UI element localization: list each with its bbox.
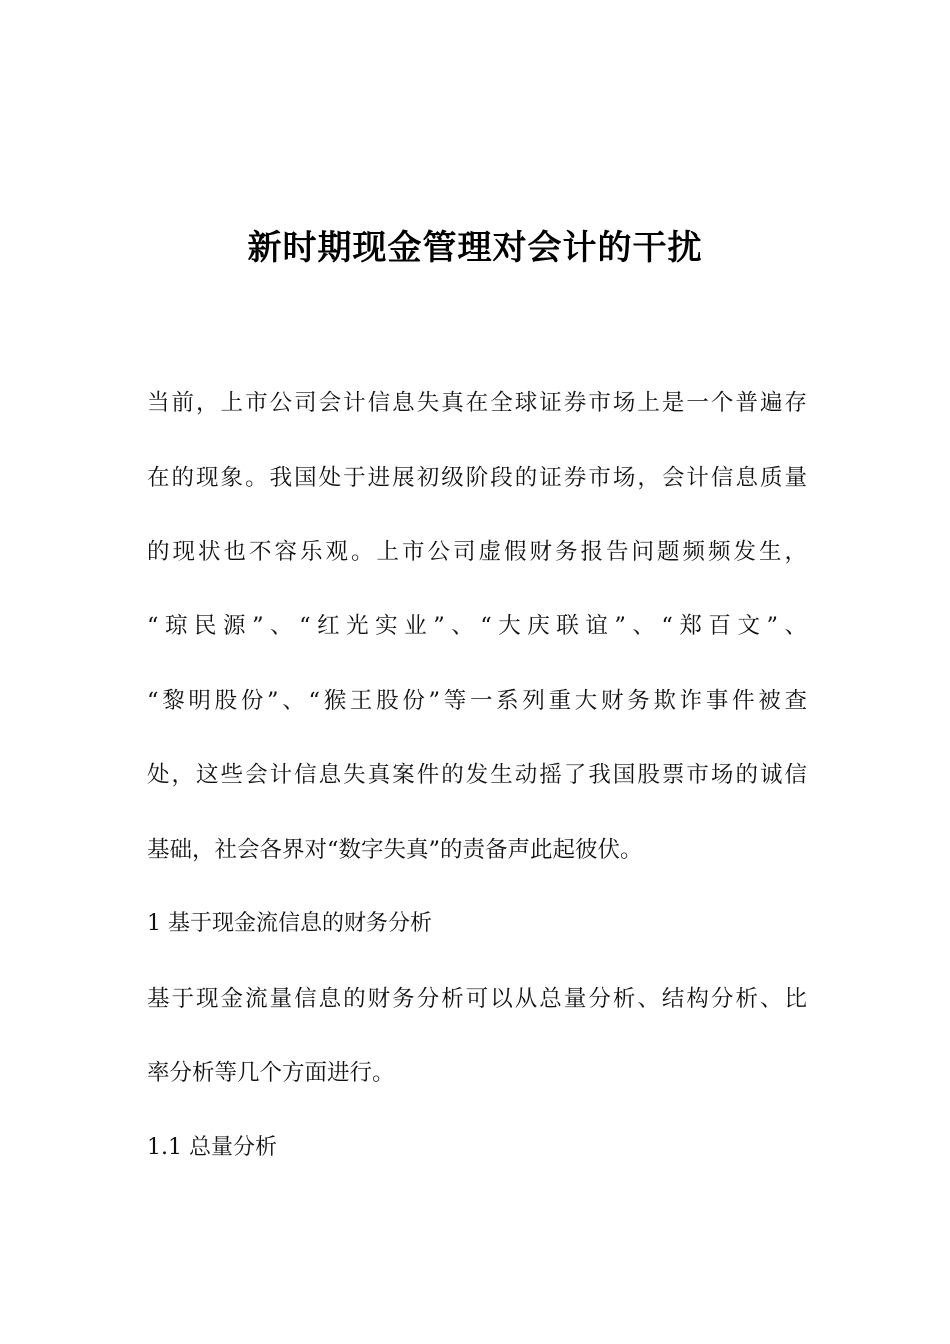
section-heading: 1 基于现金流信息的财务分析 bbox=[147, 911, 432, 936]
paragraph-line: 处，这些会计信息失真案件的发生动摇了我国股票市场的诚信 bbox=[147, 762, 807, 788]
paragraph-line: 率分析等几个方面进行。 bbox=[147, 1060, 395, 1086]
paragraph-line: 当前，上市公司会计信息失真在全球证券市场上是一个普遍存 bbox=[147, 390, 807, 416]
document-title: 新时期现金管理对会计的干扰 bbox=[247, 228, 703, 268]
paragraph-line: “琼民源”、“红光实业”、“大庆联谊”、“郑百文”、 bbox=[147, 613, 807, 639]
paragraph-line: 基于现金流量信息的财务分析可以从总量分析、结构分析、比 bbox=[147, 986, 807, 1012]
paragraph-line: 的现状也不容乐观。上市公司虚假财务报告问题频频发生， bbox=[147, 539, 807, 565]
subsection-heading: 1.1 总量分析 bbox=[147, 1135, 277, 1160]
paragraph-line: 基础，社会各界对“数字失真”的责备声此起彼伏。 bbox=[147, 837, 643, 863]
paragraph-line: “黎明股份”、“猴王股份”等一系列重大财务欺诈事件被查 bbox=[147, 688, 807, 714]
paragraph-line: 在的现象。我国处于进展初级阶段的证券市场，会计信息质量 bbox=[147, 465, 807, 491]
